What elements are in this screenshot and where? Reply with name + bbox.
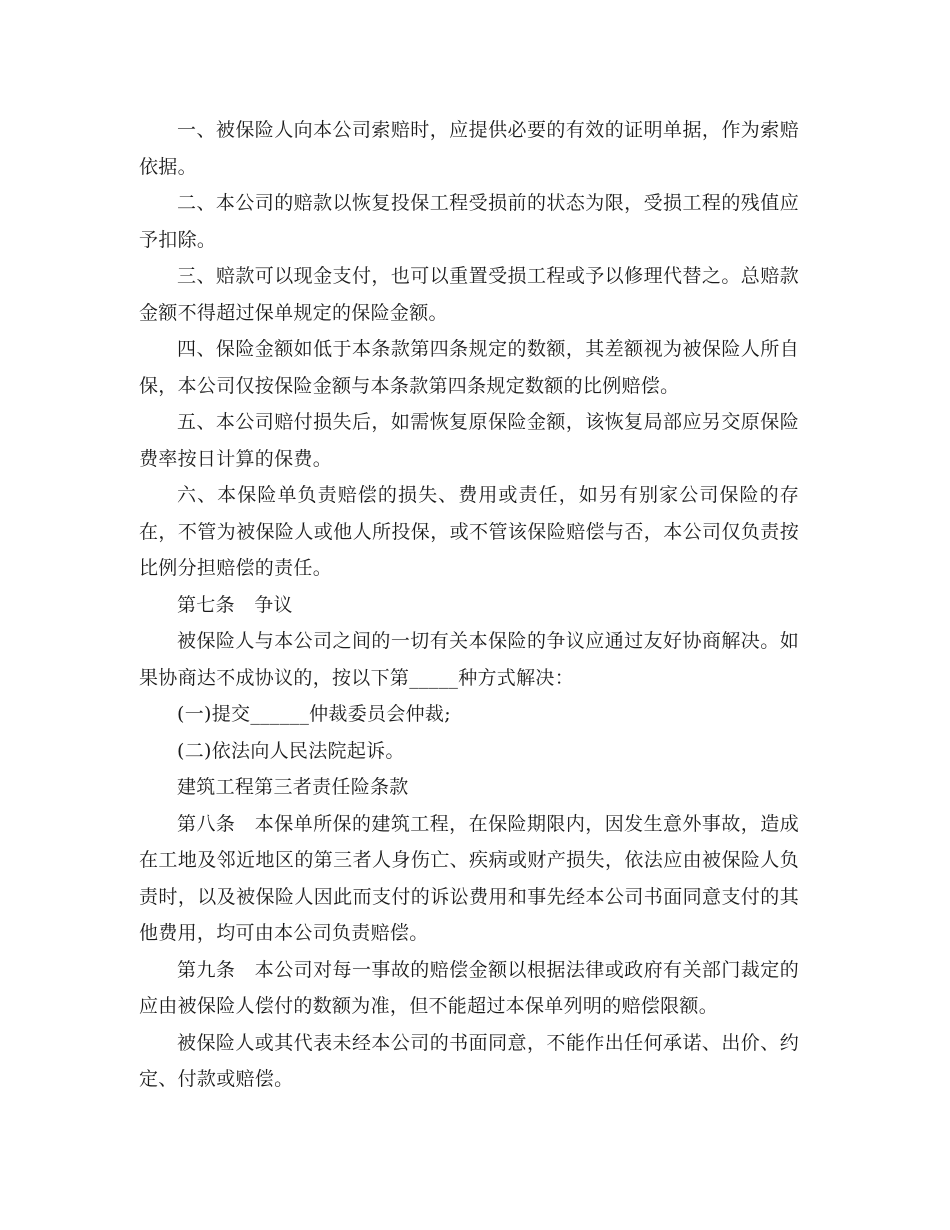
paragraph-claim-limit: 二、本公司的赔款以恢复投保工程受损前的状态为限，受损工程的残值应予扣除。 xyxy=(139,192,799,251)
paragraph-claim-evidence: 一、被保险人向本公司索赔时，应提供必要的有效的证明单据，作为索赔依据。 xyxy=(139,119,799,178)
paragraph-contribution: 六、本保险单负责赔偿的损失、费用或责任，如另有别家公司保险的存在，不管为被保险人或他人所投保，或不管该保险赔偿与否，本公司仅负责按比例分担赔偿的责任。 xyxy=(139,484,799,579)
paragraph-underinsurance: 四、保险金额如低于本条款第四条规定的数额，其差额视为被保险人所自保，本公司仅按保险金额与本条款第四条规定数额的比例赔偿。 xyxy=(139,338,799,397)
paragraph-payment-method: 三、赔款可以现金支付，也可以重置受损工程或予以修理代替之。总赔款金额不得超过保单规定的保险金额。 xyxy=(139,265,799,324)
paragraph-litigation-option: (二)依法向人民法院起诉。 xyxy=(177,739,405,762)
article-9-paragraph: 第九条 本公司对每一事故的赔偿金额以根据法律或政府有关部门裁定的应由被保险人偿付的数额为准，但不能超过本保单列明的赔偿限额。 xyxy=(139,958,799,1017)
paragraph-reinstatement: 五、本公司赔付损失后，如需恢复原保险金额，该恢复局部应另交原保险费率按日计算的保费。 xyxy=(139,411,799,470)
article-8-paragraph: 第八条 本保单所保的建筑工程，在保险期限内，因发生意外事故，造成在工地及邻近地区的第三者人身伤亡、疾病或财产损失，依法应由被保险人负责时，以及被保险人因此而支付的诉讼费用和事先经本公司书面同意支付的其他费用，均可由本公司负责赔偿。 xyxy=(139,812,799,944)
paragraph-arbitration-option: (一)提交______仲裁委员会仲裁; xyxy=(177,703,451,725)
section-heading-third-party: 建筑工程第三者责任险条款 xyxy=(177,776,409,798)
article-7-heading: 第七条 争议 xyxy=(177,593,293,616)
paragraph-no-commitment: 被保险人或其代表未经本公司的书面同意，不能作出任何承诺、出价、约定、付款或赔偿。 xyxy=(139,1031,799,1090)
paragraph-dispute-resolution: 被保险人与本公司之间的一切有关本保险的争议应通过友好协商解决。如果协商达不成协议的，按以下第_____种方式解决： xyxy=(139,630,799,689)
document-body xyxy=(139,112,799,1098)
